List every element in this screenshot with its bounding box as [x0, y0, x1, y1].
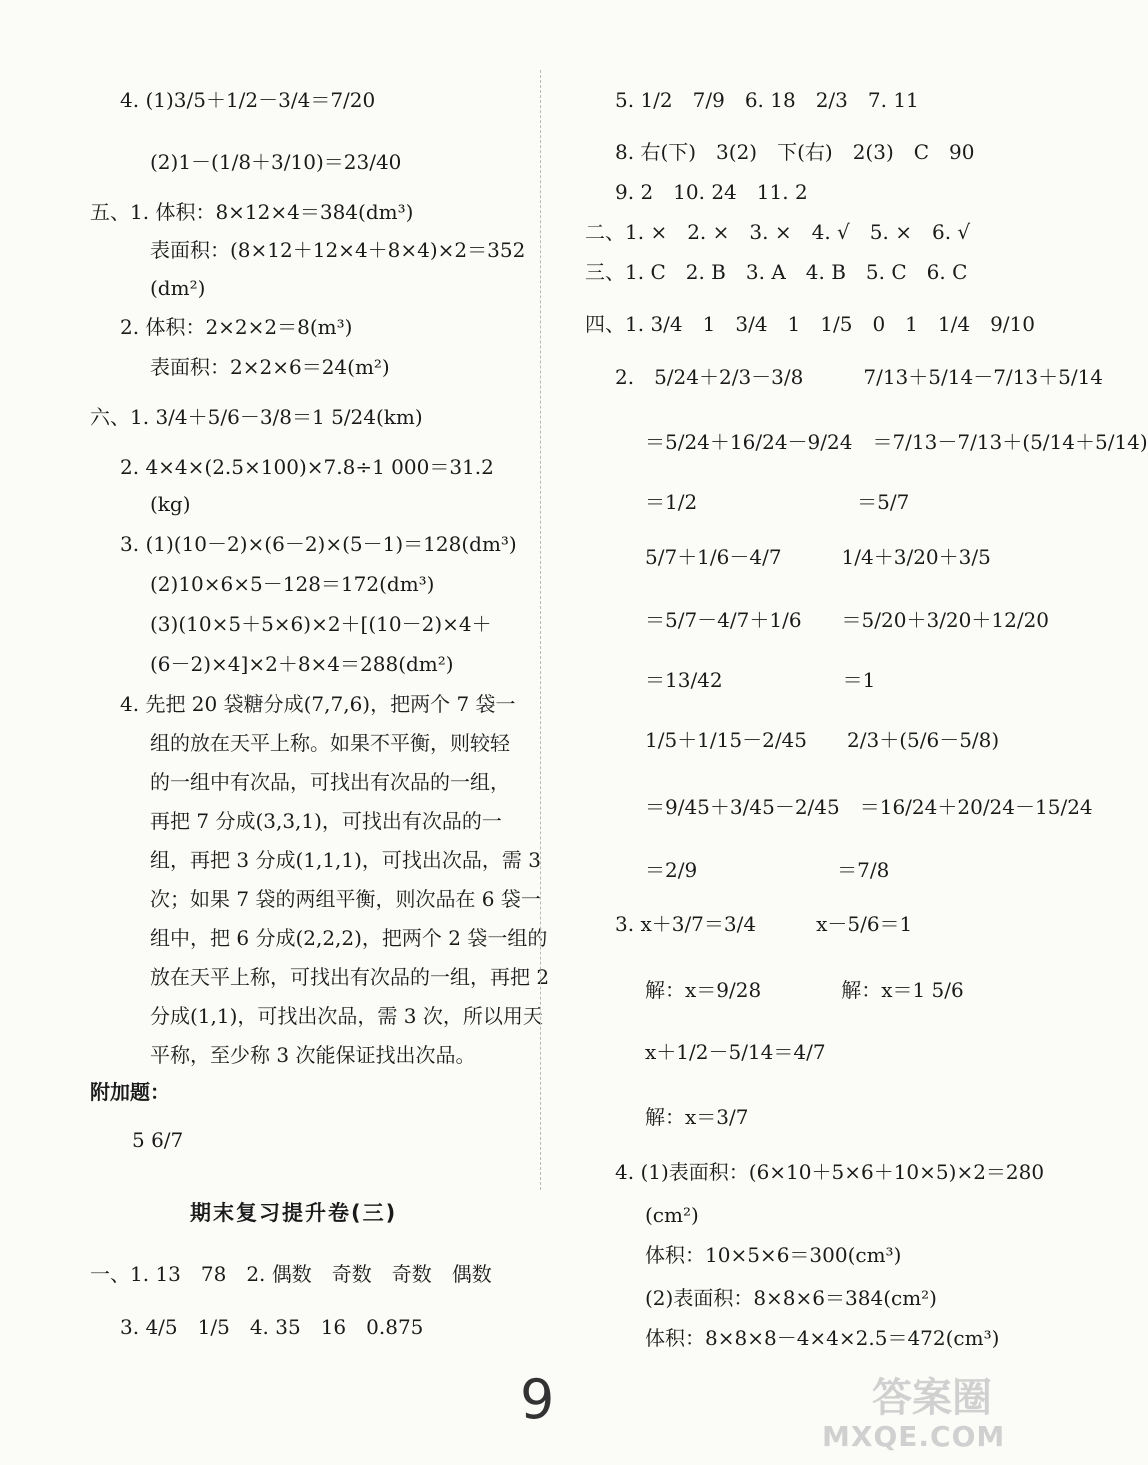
left-answer-line: (6－2)×4]×2＋8×4＝288(dm²) [150, 652, 454, 676]
right-answer-line: 5. 1/2 7/9 6. 18 2/3 7. 11 [615, 88, 919, 112]
left-answer-line: 组，再把 3 分成(1,1,1)，可找出次品，需 3 [150, 848, 542, 872]
watermark-top: 答案圈 [872, 1375, 992, 1421]
page-number: 9 [520, 1368, 555, 1431]
left-answer-line: 4. 先把 20 袋糖分成(7,7,6)，把两个 7 袋一 [120, 692, 516, 716]
left-answer-line: (dm²) [150, 276, 206, 300]
left-answer-line: 的一组中有次品，可找出有次品的一组， [150, 770, 510, 794]
left-answer-line: 放在天平上称，可找出有次品的一组，再把 2 [150, 965, 550, 989]
left-answer-line: 再把 7 分成(3,3,1)，可找出有次品的一 [150, 809, 502, 833]
right-answer-line: 四、1. 3/4 1 3/4 1 1/5 0 1 1/4 9/10 [585, 312, 1035, 336]
left-answer-line: 2. 4×4×(2.5×100)×7.8÷1 000＝31.2 [120, 455, 494, 479]
left-answer-line: 4. (1)3/5＋1/2－3/4＝7/20 [120, 88, 376, 112]
left-answer-line: 组的放在天平上称。如果不平衡，则较轻 [150, 731, 510, 755]
left-answer-line: 一、1. 13 78 2. 偶数 奇数 奇数 偶数 [90, 1262, 492, 1286]
left-answer-line: 表面积：(8×12＋12×4＋8×4)×2＝352 [150, 238, 526, 262]
watermark-logo [822, 1375, 1006, 1460]
left-answer-line: 分成(1,1)，可找出次品，需 3 次，所以用天 [150, 1004, 543, 1028]
right-answer-line: 2. 5/24＋2/3－3/8 7/13＋5/14－7/13＋5/14 [615, 365, 1104, 389]
right-answer-line: 二、1. × 2. × 3. × 4. √ 5. × 6. √ [585, 220, 971, 244]
right-answer-line: 3. x＋3/7＝3/4 x－5/6＝1 [615, 912, 913, 936]
left-answer-line: 组中，把 6 分成(2,2,2)，把两个 2 袋一组的 [150, 926, 548, 950]
right-answer-line: 三、1. C 2. B 3. A 4. B 5. C 6. C [585, 260, 968, 284]
right-answer-line: (2)表面积：8×8×6＝384(cm²) [645, 1286, 937, 1310]
column-divider [540, 70, 541, 1190]
left-answer-line: 平称，至少称 3 次能保证找出次品。 [150, 1043, 476, 1067]
right-answer-line: 解：x＝9/28 解：x＝1 5/6 [645, 978, 964, 1002]
left-answer-line: (2)10×6×5－128＝172(dm³) [150, 572, 435, 596]
left-answer-line: 六、1. 3/4＋5/6－3/8＝1 5/24(km) [90, 405, 423, 429]
right-answer-line: ＝5/7－4/7＋1/6 ＝5/20＋3/20＋12/20 [645, 608, 1050, 632]
right-answer-line: ＝13/42 ＝1 [645, 668, 876, 692]
right-answer-line: 体积：8×8×8－4×4×2.5＝472(cm³) [645, 1326, 1000, 1350]
left-answer-line: 3. (1)(10－2)×(6－2)×(5－1)＝128(dm³) [120, 532, 517, 556]
right-answer-line: ＝9/45＋3/45－2/45 ＝16/24＋20/24－15/24 [645, 795, 1093, 819]
left-answer-line: (kg) [150, 492, 191, 516]
right-answer-line: (cm²) [645, 1203, 699, 1227]
left-answer-line: 附加题： [90, 1080, 170, 1104]
left-answer-line: 5 6/7 [132, 1128, 184, 1152]
right-answer-line: 4. (1)表面积：(6×10＋5×6＋10×5)×2＝280 [615, 1160, 1045, 1184]
left-answer-line: 期末复习提升卷(三) [190, 1201, 398, 1225]
right-answer-line: ＝2/9 ＝7/8 [645, 858, 890, 882]
right-answer-line: 1/5＋1/15－2/45 2/3＋(5/6－5/8) [645, 728, 1000, 752]
right-answer-line: 5/7＋1/6－4/7 1/4＋3/20＋3/5 [645, 545, 991, 569]
right-answer-line: 解：x＝3/7 [645, 1105, 749, 1129]
right-answer-line: 9. 2 10. 24 11. 2 [615, 180, 808, 204]
watermark-bottom: MXQE.COM [822, 1420, 1006, 1453]
right-answer-line: ＝1/2 ＝5/7 [645, 490, 910, 514]
left-answer-line: 3. 4/5 1/5 4. 35 16 0.875 [120, 1315, 424, 1339]
right-answer-line: 体积：10×5×6＝300(cm³) [645, 1243, 902, 1267]
right-answer-line: 8. 右(下) 3(2) 下(右) 2(3) C 90 [615, 140, 975, 164]
left-answer-line: 表面积：2×2×6＝24(m²) [150, 355, 390, 379]
right-answer-line: x＋1/2－5/14＝4/7 [645, 1040, 826, 1064]
right-answer-line: ＝5/24＋16/24－9/24 ＝7/13－7/13＋(5/14＋5/14) [645, 430, 1148, 454]
left-answer-line: 五、1. 体积：8×12×4＝384(dm³) [90, 200, 414, 224]
left-answer-line: (3)(10×5＋5×6)×2＋[(10－2)×4＋ [150, 612, 492, 636]
left-answer-line: (2)1－(1/8＋3/10)＝23/40 [150, 150, 402, 174]
left-answer-line: 2. 体积：2×2×2＝8(m³) [120, 315, 353, 339]
left-answer-line: 次；如果 7 袋的两组平衡，则次品在 6 袋一 [150, 887, 541, 911]
